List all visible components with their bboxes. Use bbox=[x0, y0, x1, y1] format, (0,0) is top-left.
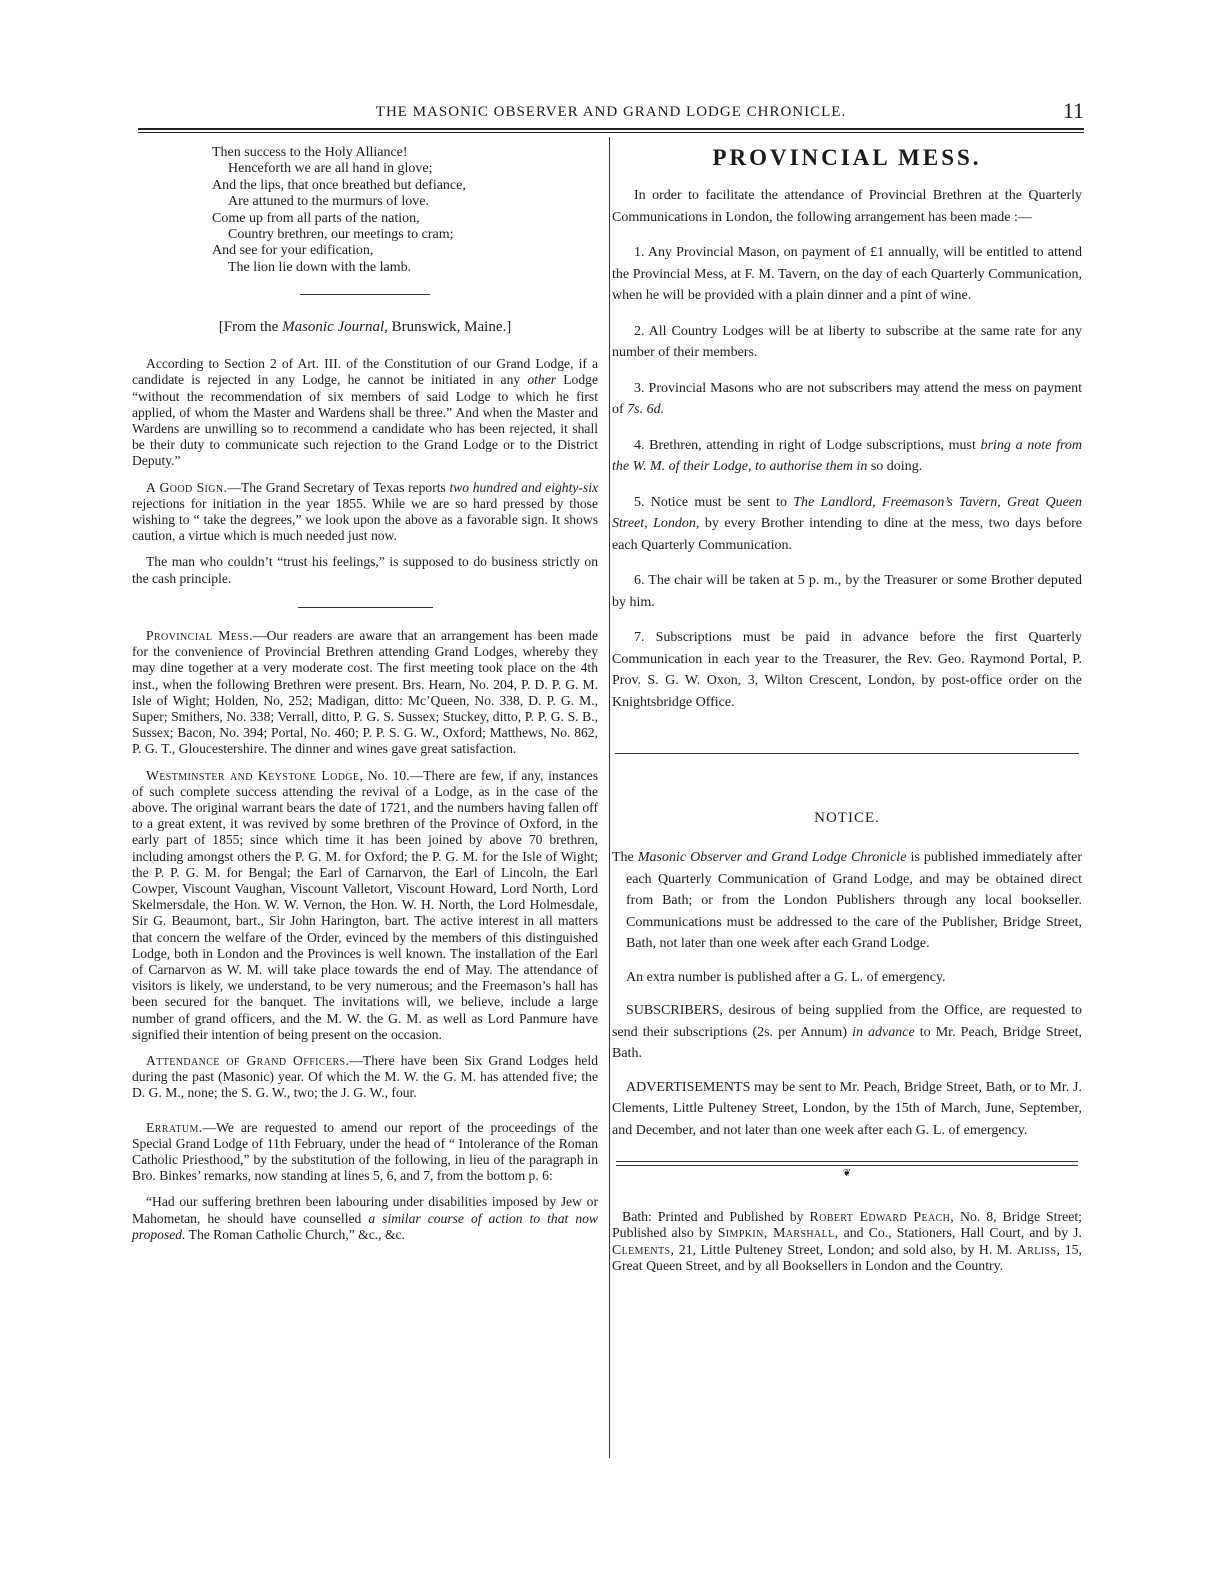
poem-line: Country brethren, our meetings to cram; bbox=[228, 227, 454, 243]
mess-item-1: 1. Any Provincial Mason, on payment of £1 annually, will be entitled to attend the Provincial Mess, at F. M. Tavern, on the day of each Quarterly Communication, when he will be provided with a plain dinner and a pint of wine. bbox=[612, 245, 1082, 303]
double-rule bbox=[616, 1161, 1078, 1166]
running-title: THE MASONIC OBSERVER AND GRAND LODGE CHRONICLE. bbox=[375, 104, 847, 120]
page-number: 11 bbox=[1062, 98, 1084, 123]
westminster-heading: Westminster and Keystone Lodge, bbox=[146, 767, 364, 783]
section-rule bbox=[615, 753, 1079, 754]
westminster-paragraph: Westminster and Keystone Lodge, No. 10.—There are few, if any, instances of such complete success attending the revival of a Lodge, as in the case of the above. The original warrant bears the date of 1721, and the numbers having fallen off to a great extent, it was revived by some brethren of the Province of Oxford, in the early part of 1855; since which time it has been joined by above 70 brethren, including amongst others the P. G. M. for Oxford; the P. G. M. for the Isle of Wight; the P. P. G. M. for Bengal; the Earl of Carnarvon, the Earl of Lincoln, the Earl Cowper, Viscount Vaughan, Viscount Valletort, Viscount Howard, Lord North, Lord Skelmersdale, the Hon. W. W. Vernon, the Hon. W. H. North, the Lord Holmesdale, Sir G. Beaumont, bart., Sir John Harington, bart. The active interest in all matters that concern the welfare of the Order, evinced by the members of this distinguished Lodge, both in London and the Provinces is well known. The installation of the Earl of Carnarvon as W. M. will take place towards the end of May. The attendance of visitors is likely, we understand, to be very numerous; and the Freemason’s hall has been secured for the banquet. The invitations will, we believe, include a large number of grand officers, and the M. W. the G. M. as well as Lord Panmure have signified their intention of being present on the occasion. bbox=[132, 767, 598, 1042]
notice-advertisements: ADVERTISEMENTS may be sent to Mr. Peach, Bridge Street, Bath, or to Mr. J. Clements, Little Pulteney Street, London, by the 15th of March, June, September, and December, and not later than one week after each G. L. of emergency. bbox=[612, 1079, 1082, 1138]
ornament-icon: ❦ bbox=[842, 1168, 852, 1179]
poem-line: Then success to the Holy Alliance! bbox=[212, 145, 408, 160]
header-rule bbox=[138, 128, 1084, 133]
right-column bbox=[612, 145, 1082, 1275]
poem-line: And the lips, that once breathed but defiance, bbox=[212, 177, 466, 193]
provincial-mess-heading: Provincial Mess. bbox=[146, 627, 253, 643]
constitution-paragraph: According to Section 2 of Art. III. of the Constitution of our Grand Lodge, if a candidate is rejected in any Lodge, he cannot be initiated in any other Lodge “without the recommendation of six members of said Lodge to which he first applied, of whom the Master and Wardens shall be three.” And when the Master and Wardens are unwilling so to recommend a candidate who has been rejected, it shall be their duty to communicate such rejection to the Grand Lodge or to the District Deputy.” bbox=[132, 356, 598, 469]
mess-item-5: 5. Notice must be sent to The Landlord, Freemason’s Tavern, Great Queen Street, London, by every Brother intending to dine at the mess, two days before each Quarterly Communication. bbox=[612, 494, 1082, 553]
trust-paragraph: The man who couldn’t “trust his feelings,” is supposed to do business strictly on the cash principle. bbox=[132, 554, 598, 586]
mess-item-4: 4. Brethren, attending in right of Lodge subscriptions, must bring a note from the W. M. of their Lodge, to authorise them in so doing. bbox=[612, 437, 1083, 474]
erratum-heading: Erratum. bbox=[146, 1119, 203, 1135]
attendance-paragraph: Attendance of Grand Officers.—There have been Six Grand Lodges held during the past (Masonic) year. Of which the M. W. the G. M. has attended five; the D. G. M., none; the S. G. W., two; the J. G. W., four. bbox=[132, 1052, 599, 1101]
mess-item-3: 3. Provincial Masons who are not subscribers may attend the mess on payment of 7s. 6d. bbox=[612, 380, 1082, 417]
notice-publication: The Masonic Observer and Grand Lodge Chronicle is published immediately after each Quarterly Communication of Grand Lodge, and may be obtained direct from Bath; or from the London Publishers through any local bookseller. Communications must be addressed to the care of the Publisher, Bridge Street, Bath, not later than one week after each Grand Lodge. bbox=[612, 850, 1083, 951]
erratum-quote: “Had our suffering brethren been labouring under disabilities imposed by Jew or Mahometan, he should have counselled a similar course of action to that now proposed. The Roman Catholic Church,” &c., &c. bbox=[132, 1194, 598, 1242]
section-rule bbox=[300, 294, 430, 295]
imprint: Bath: Printed and Published by Robert Edward Peach, No. 8, Bridge Street; Published also by Simpkin, Marshall, and Co., Stationers, Hall Court, and by J. Clements, 21, Little Pulteney Street, London; and sold also, by H. M. Arliss, 15, Great Queen Street, and by all Booksellers in London and the Country. bbox=[612, 1209, 1083, 1274]
erratum-paragraph: Erratum.—We are requested to amend our report of the proceedings of the Special Grand Lodge of 11th February, under the head of “ Intolerance of the Roman Catholic Priesthood,” by the substitution of the following, in lieu of the paragraph in Bro. Binkes’ remarks, now standing at lines 5, 6, and 7, from the bottom p. 6: bbox=[132, 1119, 598, 1184]
mess-item-6: 6. The chair will be taken at 5 p. m., by the Treasurer or some Brother deputed by him. bbox=[612, 573, 1082, 610]
left-column bbox=[132, 145, 598, 1253]
good-sign-heading: A Good Sign. bbox=[146, 479, 228, 495]
notice-emergency: An extra number is published after a G. L. of emergency. bbox=[626, 969, 946, 985]
poem-line: Are attuned to the murmurs of love. bbox=[228, 194, 430, 210]
attendance-heading: Attendance of Grand Officers. bbox=[146, 1052, 350, 1068]
poem-line: The lion lie down with the lamb. bbox=[228, 259, 412, 275]
good-sign-paragraph: A Good Sign.—The Grand Secretary of Texas reports two hundred and eighty-six rejections for initiation in the year 1855. While we are so hard pressed by those wishing to “ take the degrees,” we look upon the above as a favorable sign. It shows caution, a virtue which is much needed just now. bbox=[132, 479, 599, 544]
provincial-mess-title: PROVINCIAL MESS. bbox=[712, 145, 982, 170]
poem-line: And see for your edification, bbox=[212, 243, 374, 259]
column-divider bbox=[609, 137, 610, 1458]
section-rule bbox=[298, 607, 433, 608]
notice-subscribers: SUBSCRIBERS, desirous of being supplied from the Office, are requested to send their subscriptions (2s. per Annum) in advance to Mr. Peach, Bridge Street, Bath. bbox=[612, 1003, 1082, 1061]
poem bbox=[212, 145, 598, 276]
mess-intro: In order to facilitate the attendance of Provincial Brethren at the Quarterly Communications in London, the following arrangement has been made :— bbox=[612, 188, 1082, 225]
provincial-mess-paragraph: Provincial Mess.—Our readers are aware that an arrangement has been made for the convenience of Provincial Brethren attending Grand Lodges, whereby they may dine together at a very moderate cost. The first meeting took place on the 4th inst., when the following Brethren were present. Brs. Hearn, No. 204, P. D. P. G. M. Isle of Wight; Holden, No, 252; Madigan, ditto: Mc’Queen, No. 338, D. P. G. M., Super; Smithers, No. 338; Verrall, ditto, P. G. S. Sussex; Stuckey, ditto, P. P. G. S. B., Sussex; Bacon, No. 394; Portal, No. 460; P. P. S. G. W., Oxford; Matthews, No. 862, P. G. T., Gloucestershire. The dinner and wines gave great satisfaction. bbox=[132, 627, 598, 757]
poem-line: Henceforth we are all hand in glove; bbox=[228, 161, 433, 177]
mess-item-7: 7. Subscriptions must be paid in advance before the first Quarterly Communication in each year to the Treasurer, the Rev. Geo. Raymond Portal, P. Prov. S. G. W. Oxon, 3, Wilton Crescent, London, by post-office order on the Knightsbridge Office. bbox=[612, 630, 1082, 710]
poem-line: Come up from all parts of the nation, bbox=[212, 210, 420, 226]
source-credit: [From the Masonic Journal, Brunswick, Maine.] bbox=[218, 319, 512, 336]
notice-title: NOTICE. bbox=[814, 810, 880, 826]
mess-item-2: 2. All Country Lodges will be at liberty to subscribe at the same rate for any number of their members. bbox=[612, 323, 1082, 360]
